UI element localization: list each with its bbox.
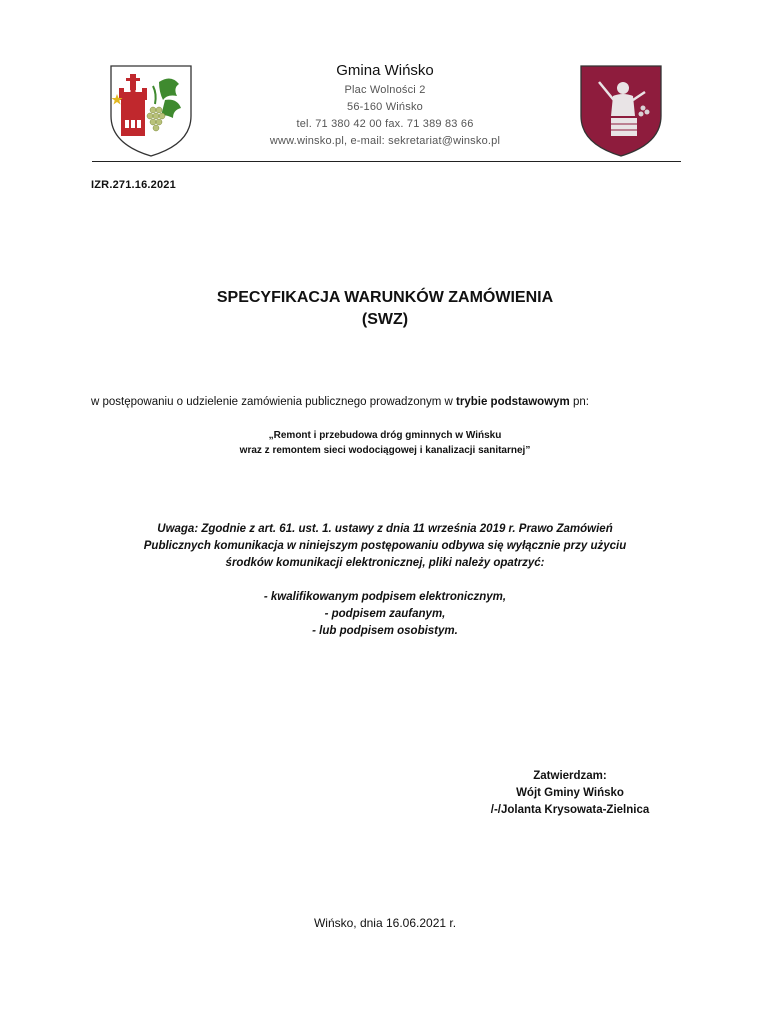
intro-suffix: pn: xyxy=(569,396,589,408)
address-line: Plac Wolności 2 xyxy=(344,84,426,96)
reference-number: IZR.271.16.2021 xyxy=(91,179,176,191)
note-line-2: Publicznych komunikacja w niniejszym postępowaniu odbywa się wyłącznie przy użyciu xyxy=(143,540,627,552)
approver-name: /-/Jolanta Krysowata-Zielnica xyxy=(490,804,650,816)
header-divider xyxy=(92,161,681,162)
note-line-3: środków komunikacji elektronicznej, pliki należy opatrzyć: xyxy=(225,557,545,569)
communication-note xyxy=(95,521,675,572)
procedure-mode: trybie podstawowym xyxy=(456,396,570,408)
municipality-name: Gmina Wińsko xyxy=(336,62,434,79)
approval-label: Zatwierdzam: xyxy=(533,770,607,782)
procedure-intro xyxy=(91,396,589,408)
coat-of-arms-left-icon xyxy=(107,64,195,158)
approver-title: Wójt Gminy Wińsko xyxy=(516,787,624,799)
municipality-header xyxy=(220,62,550,150)
web-email-line[interactable]: www.winsko.pl, e-mail: sekretariat@winsko.pl xyxy=(269,135,501,147)
document-title xyxy=(0,287,770,331)
list-item: - podpisem zaufanym, xyxy=(324,608,446,620)
approval-block xyxy=(470,768,670,819)
place-and-date: Wińsko, dnia 16.06.2021 r. xyxy=(313,916,457,930)
title-line-1: SPECYFIKACJA WARUNKÓW ZAMÓWIENIA xyxy=(216,289,554,306)
postal-line: 56-160 Wińsko xyxy=(347,101,423,113)
list-item: - lub podpisem osobistym. xyxy=(312,625,458,637)
coat-of-arms-right-icon xyxy=(577,64,665,158)
title-line-2: (SWZ) xyxy=(361,311,409,328)
list-item: - kwalifikowanym podpisem elektronicznym, xyxy=(263,591,507,603)
note-line-1: Uwaga: Zgodnie z art. 61. ust. 1. ustawy z dnia 11 września 2019 r. Prawo Zamówień xyxy=(157,523,613,535)
intro-text: w postępowaniu o udzielenie zamówienia publicznego prowadzonym w xyxy=(91,396,457,408)
contract-subject xyxy=(0,428,770,458)
subject-line-1: „Remont i przebudowa dróg gminnych w Wińsku xyxy=(268,430,502,441)
signature-options-list xyxy=(0,589,770,640)
phone-fax-line: tel. 71 380 42 00 fax. 71 389 83 66 xyxy=(296,118,474,130)
subject-line-2: wraz z remontem sieci wodociągowej i kanalizacji sanitarnej” xyxy=(239,445,531,456)
